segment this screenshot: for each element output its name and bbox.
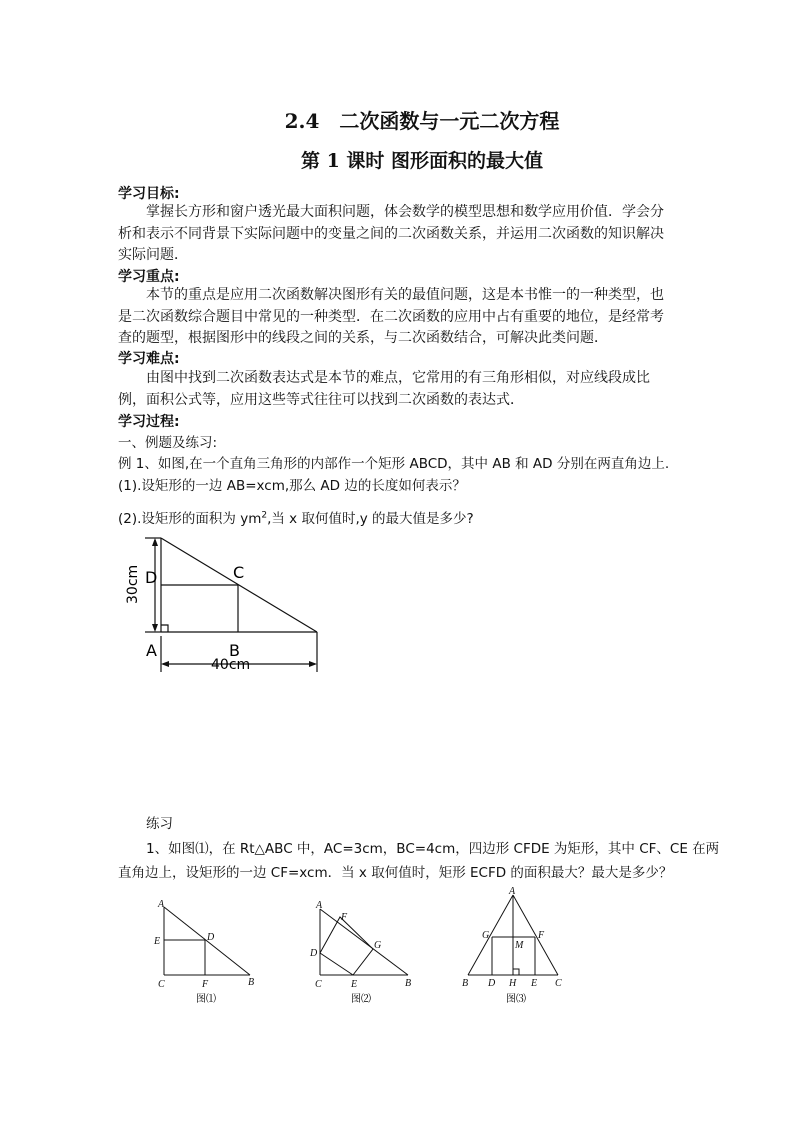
key-points-heading: 学习重点: [118,269,180,285]
fig-2-label-d: D [310,948,318,959]
example1-figure [115,530,330,680]
fig-2-inscribed-rectangle [320,917,373,975]
fig-2-side-ab [320,909,408,975]
fig-3-label-a: A [509,886,516,897]
fig1-width-label: 40cm [211,657,251,673]
practice-figure-3 [458,885,578,1010]
fig-1-label-a: A [158,899,165,910]
practice-q1-line1: 1、如图⑴，在 Rt△ABC 中，AC=3cm，BC=4cm，四边形 CFDE 为矩形，其中 CF、CE 在两 [146,841,720,857]
fig-3-label-g: G [482,930,490,941]
practice-heading: 练习 [146,816,173,832]
width-arrow-right [309,661,317,667]
question2-part-a: (2).设矩形的面积为 ym [118,511,262,527]
objectives-heading: 学习目标: [118,186,180,202]
fig-2-label-f: F [341,912,348,923]
fig-3-label-d: D [488,978,496,989]
fig-3-label-f: F [538,930,545,941]
fig-2-label-a: A [316,900,323,911]
fig-3-label-m: M [515,940,524,951]
section-title: 2.4 二次函数与一元二次方程 [284,109,560,133]
question2-text [118,507,474,527]
fig1-label-c: C [233,563,245,582]
question2-superscript: 2 [261,510,268,521]
fig-3-label-h: H [509,978,517,989]
fig-2-label-b: B [405,978,412,989]
width-arrow-left [161,661,169,667]
fig-3-label-e: E [531,978,538,989]
practice-figure-1 [150,895,265,1010]
practice-figure-2 [306,895,421,1010]
process-heading: 学习过程: [118,414,180,430]
objectives-text: 掌握长方形和窗户透光最大面积问题，体会数学的模型思想和数学应用价值．学会分析和表示不同背景下实际问题中的变量之间的二次函数关系，并运用二次函数的知识解决实际问题． [118,204,664,263]
height-arrow-top [152,538,158,546]
fig-3-label-b: B [462,978,469,989]
difficulties-heading: 学习难点: [118,351,180,367]
fig1-label-b: B [229,641,240,660]
fig-3-side-ab [468,895,513,975]
fig-3-label-c: C [555,978,562,989]
fig-2-label-e: E [351,979,358,990]
fig-2-label-c: C [315,979,322,990]
fig-1-label-c: C [158,979,165,990]
fig1-label-a: A [146,641,157,660]
fig-3-right-angle-mark [513,969,519,975]
fig1-label-d: D [145,568,158,587]
fig-1-label-b: B [248,977,255,988]
fig-1-caption: 图⑴ [196,994,216,1005]
fig-1-label-f: F [202,979,209,990]
fig-2-caption: 图⑵ [351,994,371,1005]
difficulties-text: 由图中找到二次函数表达式是本节的难点，它常用的有三角形相似，对应线段成比例，面积公式等，应用这些等式往往可以找到二次函数的表达式． [118,370,650,408]
lesson-title: 第 1 课时 图形面积的最大值 [300,150,544,172]
fig-2-label-g: G [374,940,382,951]
fig-3-caption: 图⑶ [506,994,526,1005]
question2-part-b: ,当 x 取何值时,y 的最大值是多少? [267,511,474,527]
example1-text: 例 1、如图,在一个直角三角形的内部作一个矩形 ABCD，其中 AB 和 AD 分别在两直角边上. [118,456,670,472]
height-arrow-bottom [152,624,158,632]
key-points-text: 本节的重点是应用二次函数解决图形有关的最值问题，这是本书惟一的一种类型，也是二次函数综合题目中常见的一种类型．在二次函数的应用中占有重要的地位，是经常考查的题型，根据图形中的线段之间的关系，与二次函数结合，可解决此类问题． [118,287,664,346]
fig-1-label-d: D [207,932,215,943]
practice-q1-line2: 直角边上，设矩形的一边 CF=xcm．当 x 取何值时，矩形 ECFD 的面积最大？最大是多少？ [118,865,673,881]
part1-heading: 一、例题及练习: [118,435,218,451]
fig-1-label-e: E [154,936,161,947]
right-angle-mark [161,625,168,632]
question1-text: (1).设矩形的一边 AB=xcm,那么 AD 边的长度如何表示？ [118,478,466,494]
fig1-height-label: 30cm [125,564,141,604]
